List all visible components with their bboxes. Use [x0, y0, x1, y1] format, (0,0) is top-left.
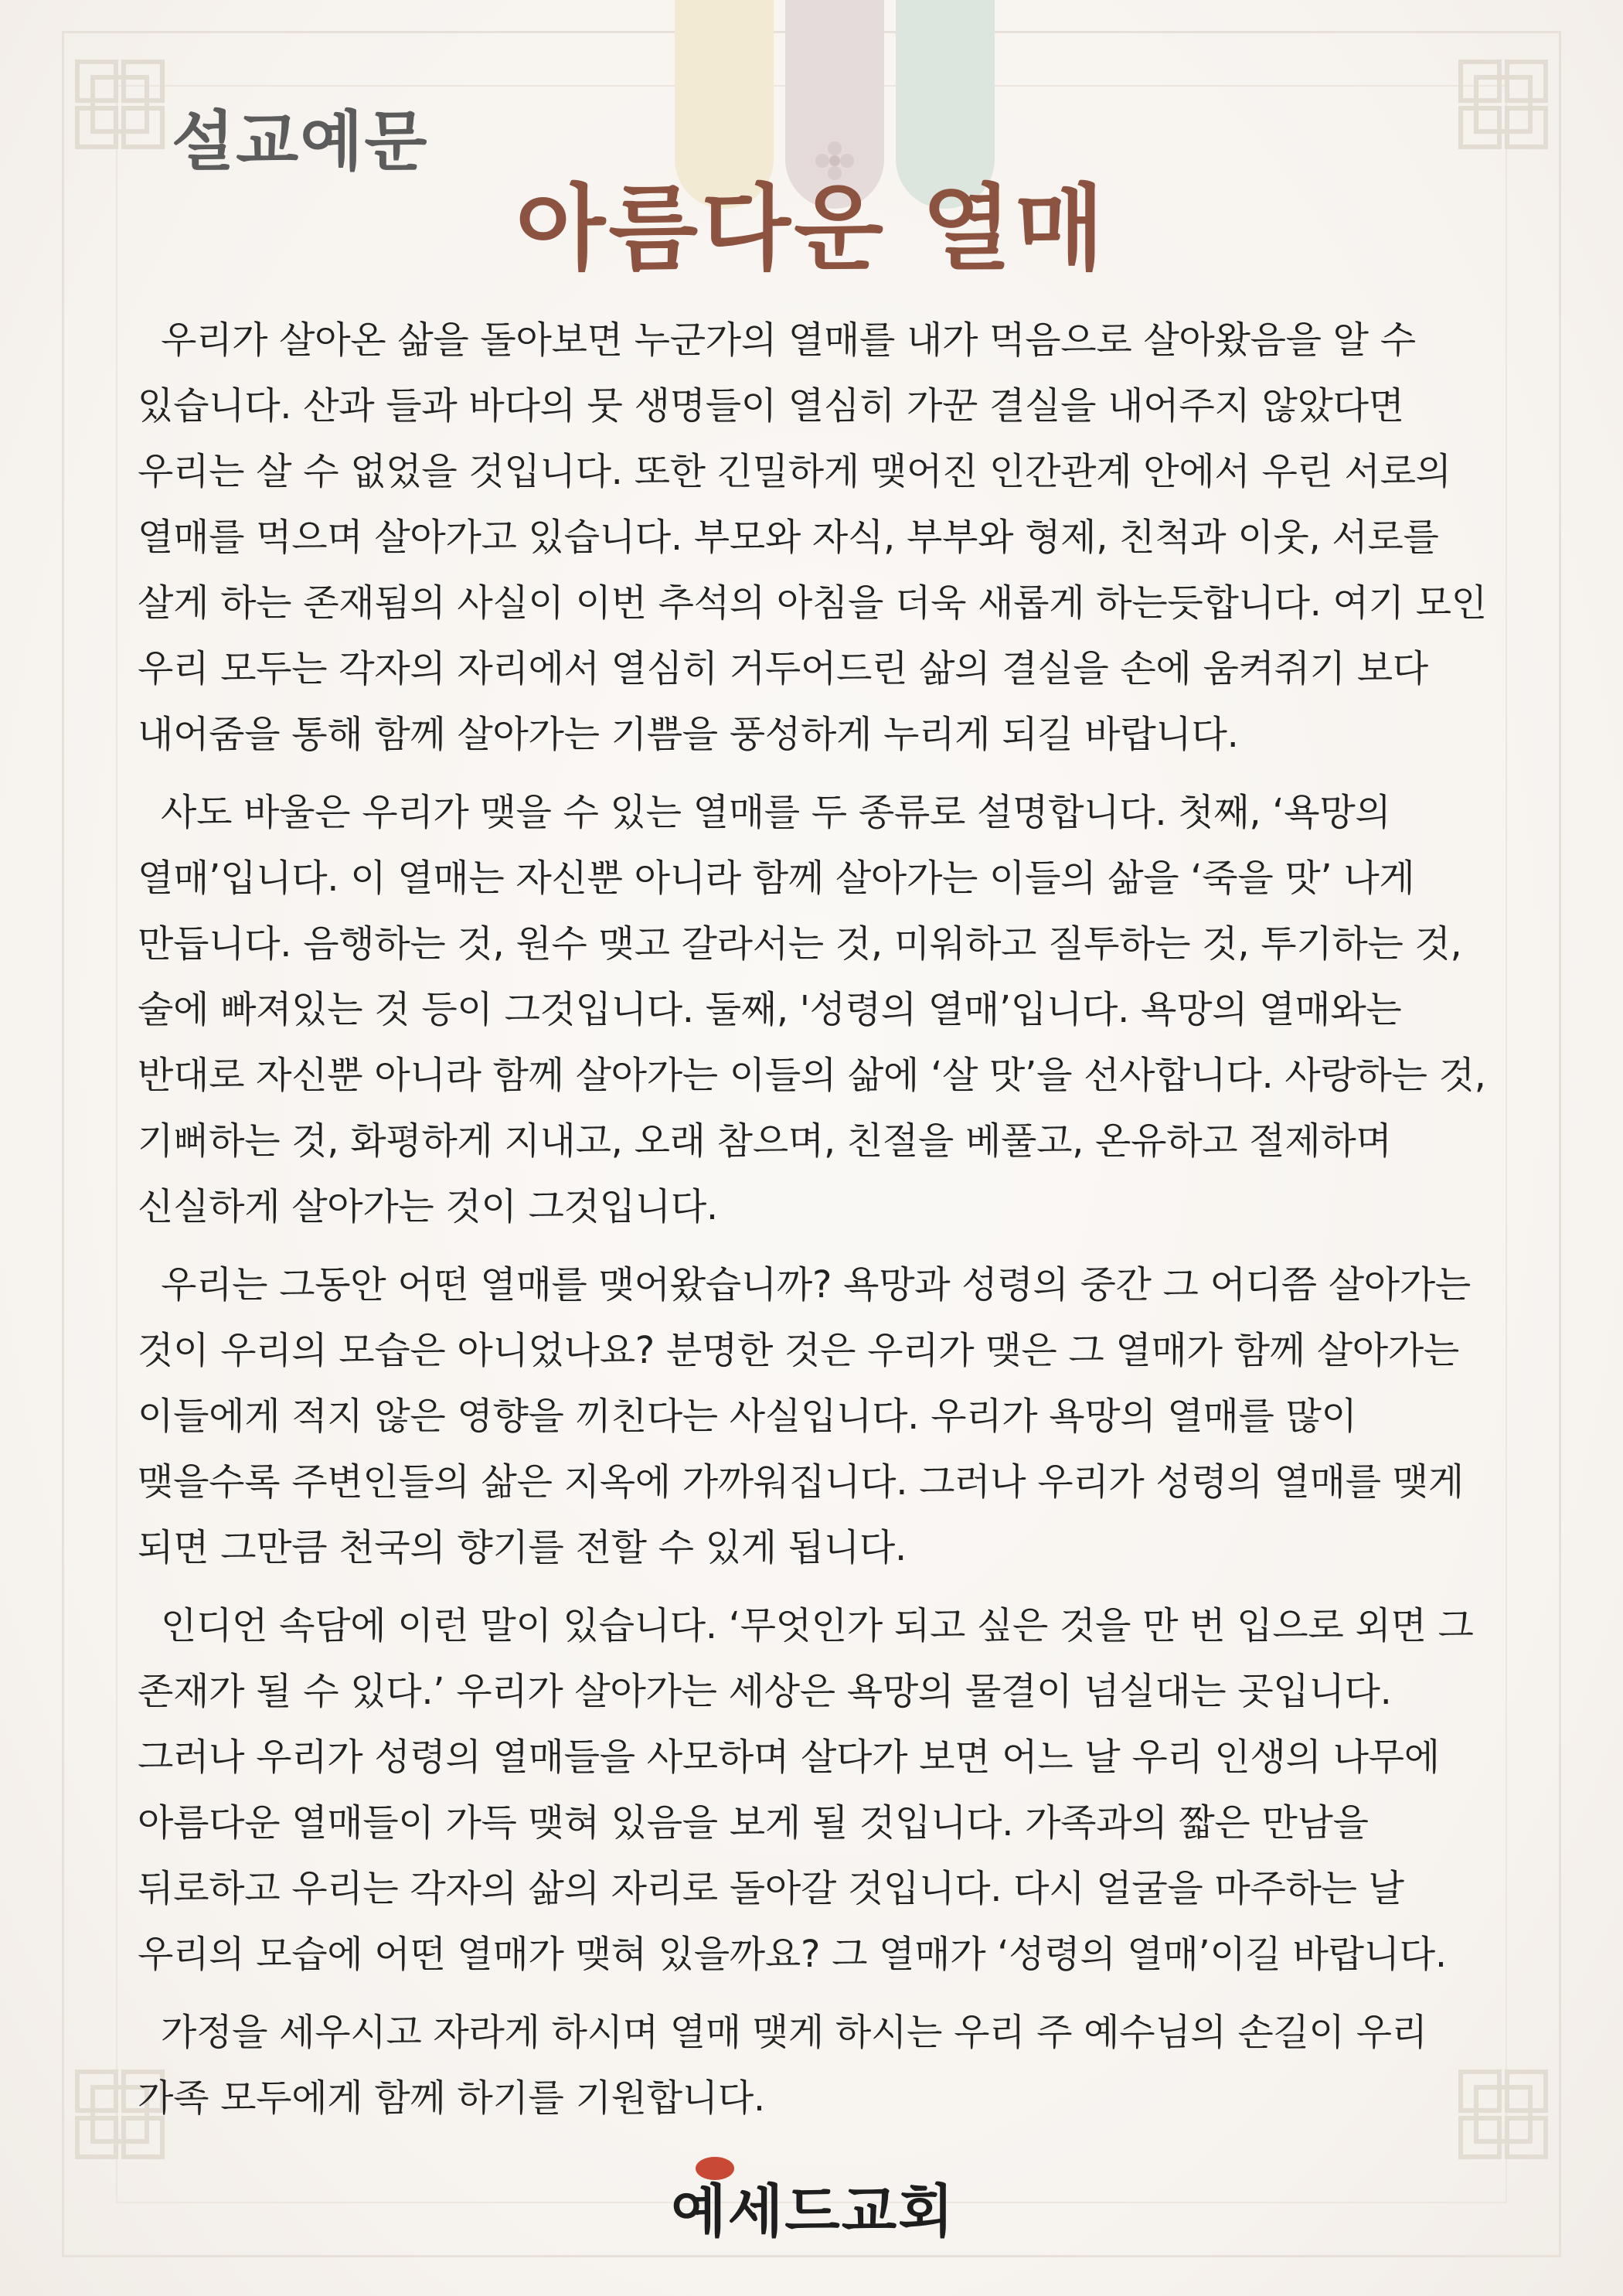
paragraph-3: 우리는 그동안 어떤 열매를 맺어왔습니까? 욕망과 성령의 중간 그 어디쯤 살아가는 것이 우리의 모습은 아니었나요? 분명한 것은 우리가 맺은 그 열매가 함께 살아가는 이들에게 적지 않은 영향을 끼친다는 사실입니다. 우리가 욕망의 열매를 많이 맺을수록 주변인들의 삶은 지옥에 가까워집니다. 그러나 우리가 성령의 열매를 맺게 되면 그만큼 천국의 향기를 전할 수 있게 됩니다. [138, 1263, 1472, 1569]
paragraph-1: 우리가 살아온 삶을 돌아보면 누군가의 열매를 내가 먹음으로 살아왔음을 알 수 있습니다. 산과 들과 바다의 뭇 생명들이 열심히 가꾼 결실을 내어주지 않았다면 우리는 살 수 없었을 것입니다. 또한 긴밀하게 맺어진 인간관계 안에서 우린 서로의 열매를 먹으며 살아가고 있습니다. 부모와 자식, 부부와 형제, 친척과 이웃, 서로를 살게 하는 존재됨의 사실이 이번 추석의 아침을 더욱 새롭게 하는듯합니다. 여기 모인 우리 모두는 각자의 자리에서 열심히 거두어드린 삶의 결실을 손에 움켜쥐기 보다 내어줌을 통해 함께 살아가는 기쁨을 풍성하게 누리게 되길 바랍니다. [138, 319, 1487, 756]
paragraph-2: 사도 바울은 우리가 맺을 수 있는 열매를 두 종류로 설명합니다. 첫째, ‘욕망의 열매’입니다. 이 열매는 자신뿐 아니라 함께 살아가는 이들의 삶을 ‘죽을 맛’ 나게 만듭니다. 음행하는 것, 원수 맺고 갈라서는 것, 미워하고 질투하는 것, 투기하는 것, 술에 빠져있는 것 등이 그것입니다. 둘째, '성령의 열매’입니다. 욕망의 열매와는 반대로 자신뿐 아니라 함께 살아가는 이들의 삶에 ‘살 맛’을 선사합니다. 사랑하는 것, 기뻐하는 것, 화평하게 지내고, 오래 참으며, 친절을 베풀고, 온유하고 절제하며 신실하게 살아가는 것이 그것입니다. [138, 791, 1486, 1228]
church-logo-text: 예세드교회 [671, 2178, 955, 2245]
sermon-label: 설교예문 [172, 104, 429, 179]
page-title: 아름다운 열매 [515, 175, 1108, 283]
corner-ornament-top-left [70, 54, 170, 155]
church-logo [666, 2157, 960, 2245]
paragraph-4: 인디언 속담에 이런 말이 있습니다. ‘무엇인가 되고 싶은 것을 만 번 입으로 외면 그 존재가 될 수 있다.’ 우리가 살아가는 세상은 욕망의 물결이 넘실대는 곳입니다. 그러나 우리가 성령의 열매들을 사모하며 살다가 보면 어느 날 우리 인생의 나무에 아름다운 열매들이 가득 맺혀 있음을 보게 될 것입니다. 가족과의 짧은 만남을 뒤로하고 우리는 각자의 삶의 자리로 돌아갈 것입니다. 다시 얼굴을 마주하는 날 우리의 모습에 어떤 열매가 맺혀 있을까요? 그 열매가 ‘성령의 열매’이길 바랍니다. [138, 1604, 1474, 1976]
paragraph-5: 가정을 세우시고 자라게 하시며 열매 맺게 하시는 우리 주 예수님의 손길이 우리 가족 모두에게 함께 하기를 기원합니다. [138, 2011, 1427, 2120]
sermon-body [138, 308, 1489, 2144]
corner-ornament-top-right [1453, 54, 1553, 155]
